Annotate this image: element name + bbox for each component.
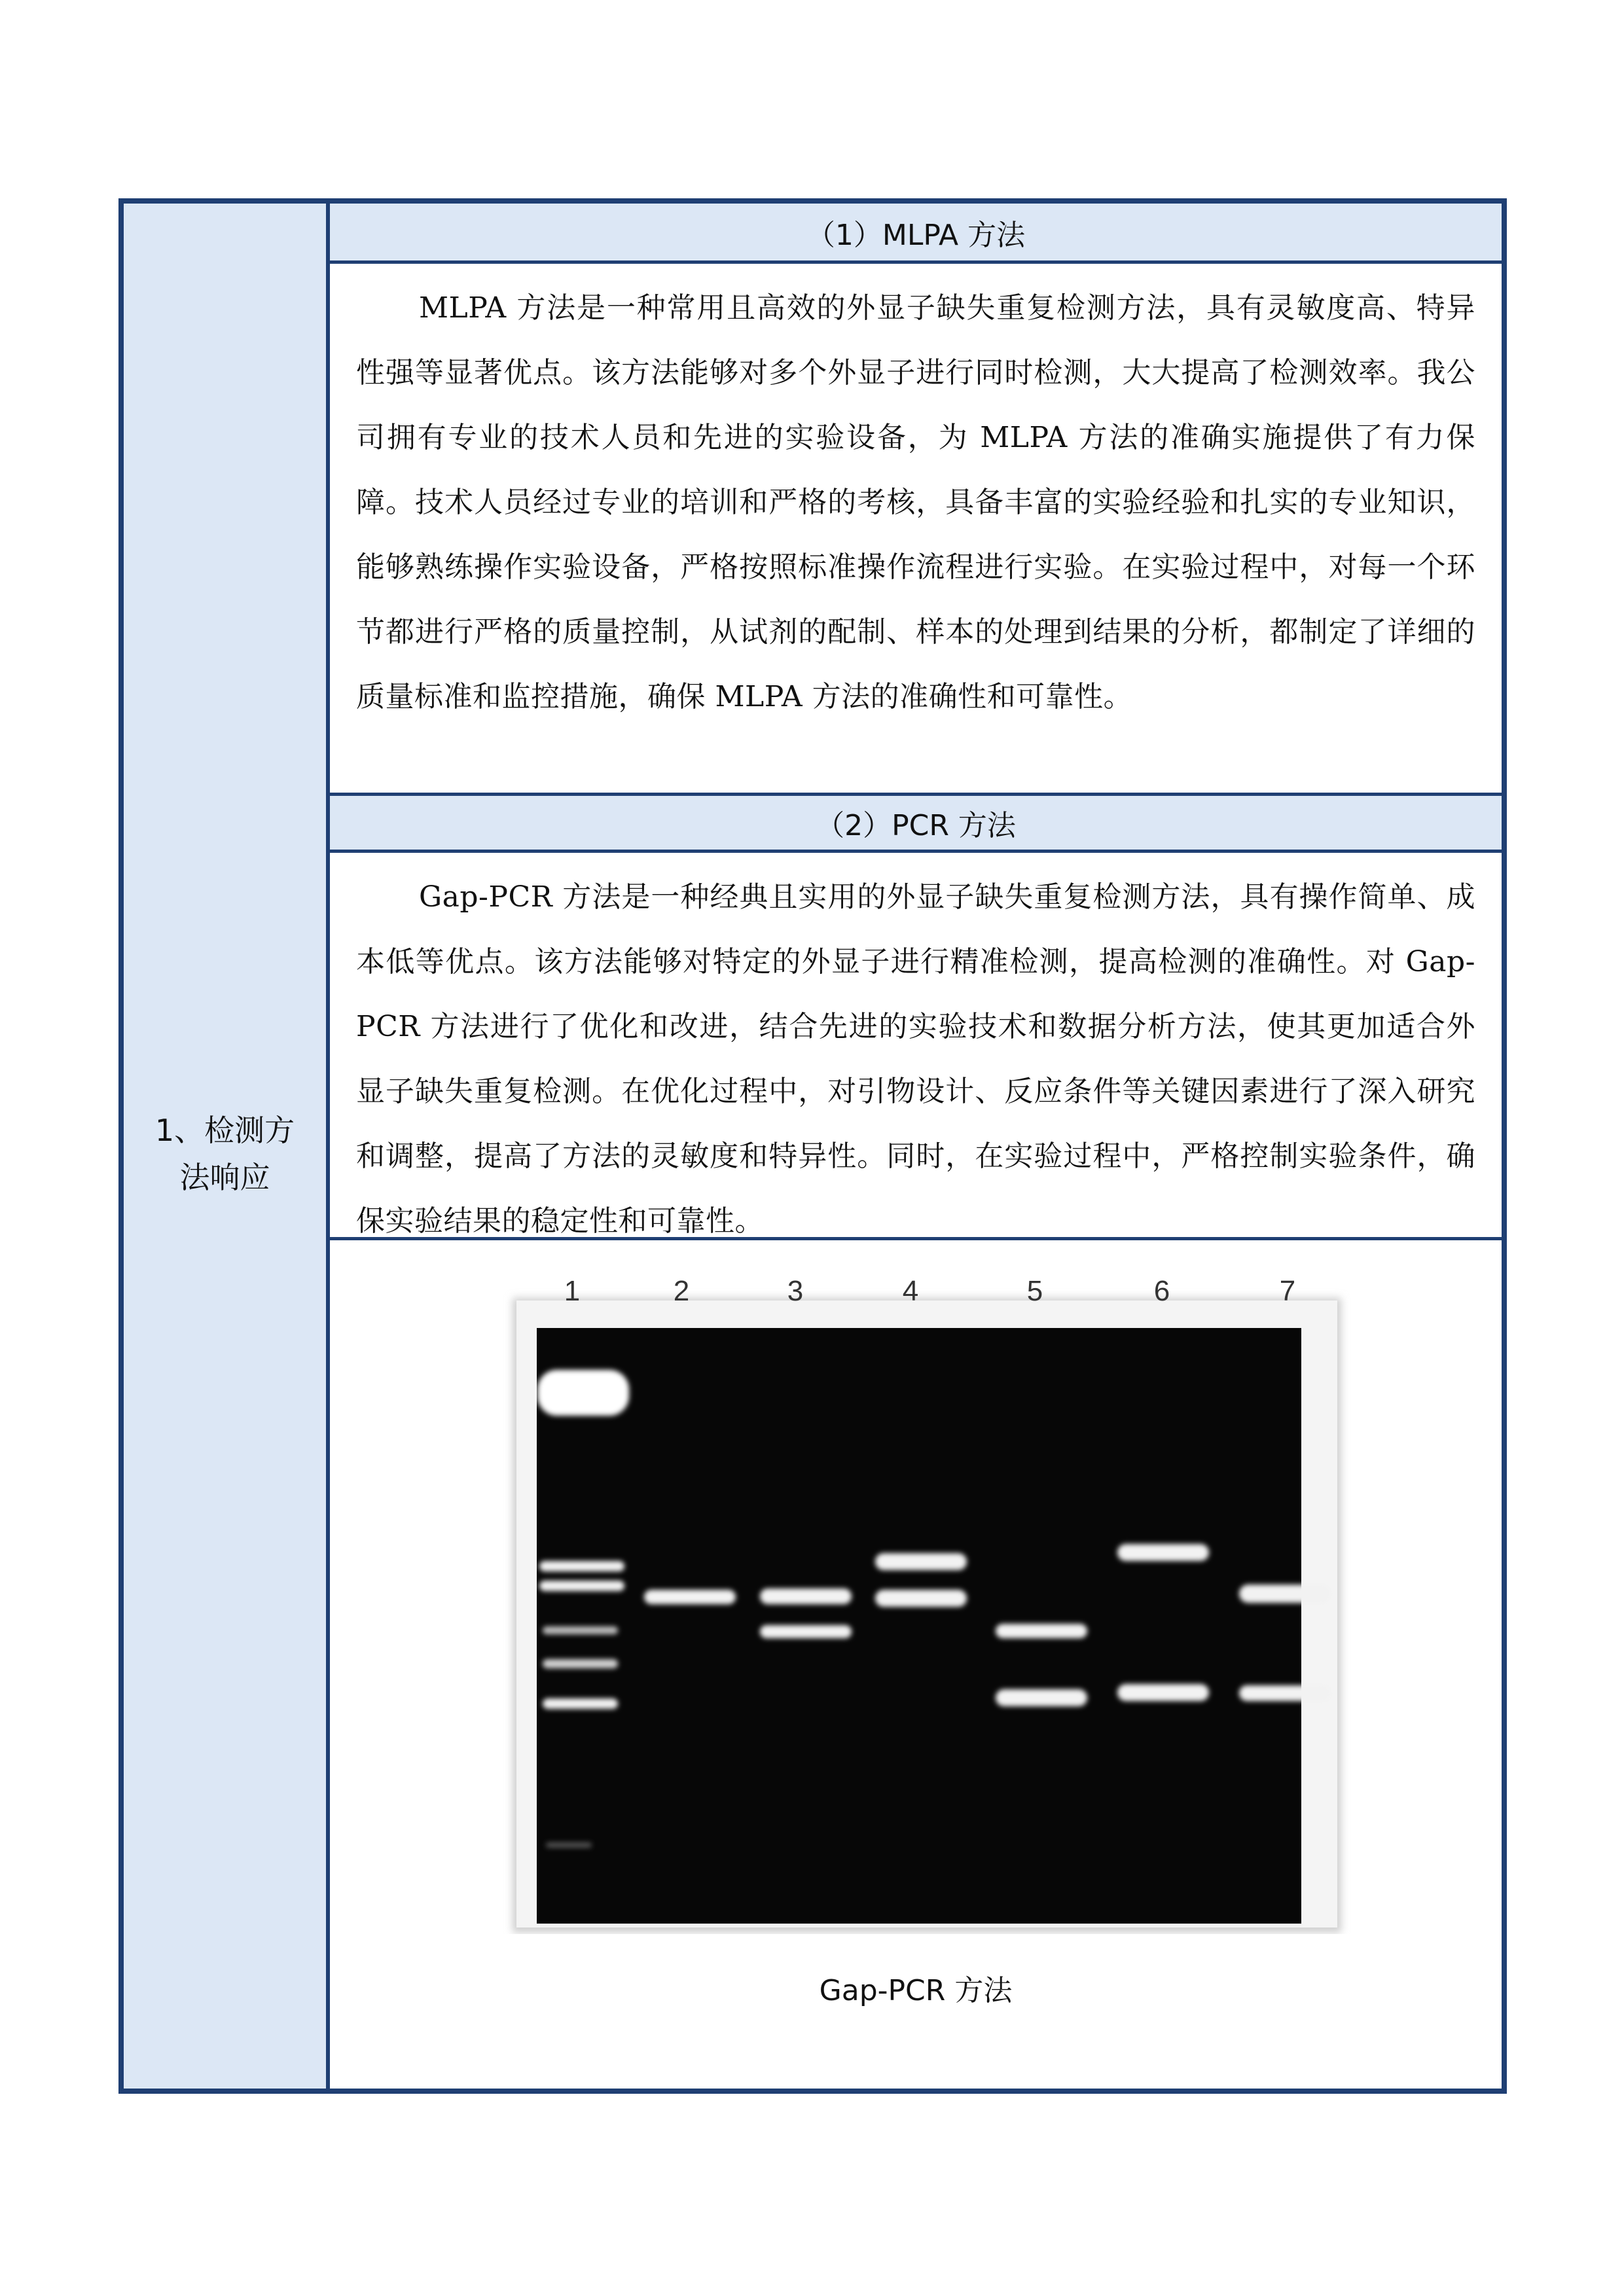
content-cell <box>330 204 1502 2089</box>
band-lane5-b <box>996 1689 1087 1706</box>
band-lane1-a <box>539 1561 624 1571</box>
band-lane1-d <box>543 1659 618 1668</box>
band-lane1-f <box>546 1842 592 1848</box>
gel-background <box>537 1328 1301 1924</box>
band-lane3-a <box>760 1588 852 1604</box>
figure-caption: Gap-PCR 方法 <box>819 1974 1013 2007</box>
band-lane6-a <box>1117 1544 1209 1561</box>
band-lane1-b <box>539 1581 624 1591</box>
figure-cell <box>330 1240 1502 2089</box>
band-lane6-b <box>1117 1684 1209 1701</box>
section-1-body: MLPA 方法是一种常用且高效的外显子缺失重复检测方法，具有灵敏度高、特异性强等显著优点。该方法能够对多个外显子进行同时检测，大大提高了检测效率。我公司拥有专业的技术人员和先进的实验设备，为 MLPA 方法的准确实施提供了有力保障。技术人员经过专业的培训和严格的考核，具备丰富的实验经验和扎实的专业知识，能够熟练操作实验设备，严格按照标准操作流程进行实验。在实验过程中，对每一个环节都进行严格的质量控制，从试剂的配制、样本的处理到结果的分析，都制定了详细的质量标准和监控措施，确保 MLPA 方法的准确性和可靠性。 <box>356 291 1475 713</box>
band-lane4-a <box>875 1553 967 1570</box>
band-lane5-a <box>996 1624 1087 1638</box>
section-2-header: （2）PCR 方法 <box>330 793 1502 853</box>
lane-label-1: 1 <box>564 1275 581 1307</box>
band-lane2 <box>644 1590 736 1604</box>
section-1-header: （1）MLPA 方法 <box>330 204 1502 264</box>
band-lane1-well <box>537 1370 629 1416</box>
lane-label-3: 3 <box>787 1275 804 1307</box>
band-lane1-e <box>543 1698 618 1709</box>
lane-label-6: 6 <box>1153 1275 1170 1307</box>
gel-electrophoresis-image <box>477 1260 1361 1934</box>
lane-label-2: 2 <box>673 1275 690 1307</box>
row-label: 1、检测方法响应 <box>154 1113 295 1195</box>
band-lane3-b <box>760 1625 852 1638</box>
section-2-body: Gap-PCR 方法是一种经典且实用的外显子缺失重复检测方法，具有操作简单、成本低等优点。该方法能够对特定的外显子进行精准检测，提高检测的准确性。对 Gap-PCR 方法进行了优化和改进，结合先进的实验技术和数据分析方法，使其更加适合外显子缺失重复检测。在优化过程中，对引物设计、反应条件等关键因素进行了深入研究和调整，提高了方法的灵敏度和特异性。同时，在实验过程中，严格控制实验条件，确保实验结果的稳定性和可靠性。 <box>330 853 1502 1240</box>
lane-label-5: 5 <box>1026 1275 1043 1307</box>
band-lane4-b <box>875 1590 967 1607</box>
band-lane7-b <box>1239 1685 1331 1701</box>
lane-label-7: 7 <box>1279 1275 1296 1307</box>
band-lane1-c <box>543 1626 618 1634</box>
band-lane7-a <box>1239 1585 1331 1603</box>
gel-image <box>477 1260 1361 1934</box>
row-label-cell <box>124 204 330 2089</box>
lane-label-4: 4 <box>902 1275 919 1307</box>
document-table <box>118 198 1507 2094</box>
